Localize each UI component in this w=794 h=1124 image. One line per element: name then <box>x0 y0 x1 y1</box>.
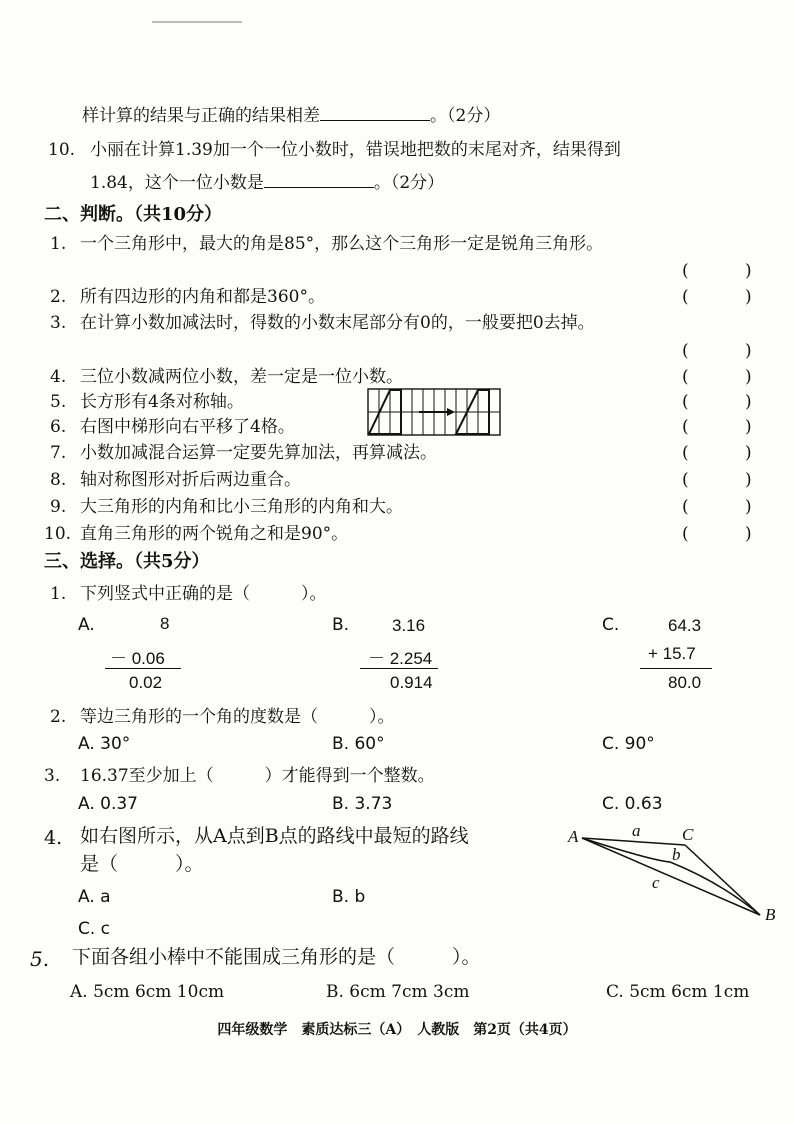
route-b-label: b <box>672 845 681 864</box>
answer-paren-3[interactable]: ( ) <box>682 341 752 361</box>
answer-paren-7[interactable]: ( ) <box>682 443 752 463</box>
choice-q1-stem: 下列竖式中正确的是（ ）。 <box>80 584 327 604</box>
route-figure <box>560 820 790 930</box>
continuation-line: 样计算的结果与正确的结果相差 。（2分） <box>82 106 501 126</box>
point-a-label: A <box>568 827 579 846</box>
point-b-label: B <box>765 905 776 924</box>
q2-option-c[interactable]: C. 90° <box>602 734 655 754</box>
choice-q5-stem: 下面各组小棒中不能围成三角形的是（ ）。 <box>72 946 481 968</box>
trapezoid-grid-figure <box>367 388 501 436</box>
choice-q4-stem-line1: 如右图所示，从A点到B点的路线中最短的路线 <box>80 825 469 847</box>
q10-number: 10. <box>48 140 76 160</box>
answer-paren-8[interactable]: ( ) <box>682 470 752 490</box>
judge-item-8: 轴对称图形对折后两边重合。 <box>80 470 301 490</box>
answer-paren-6[interactable]: ( ) <box>682 417 752 437</box>
page-footer: 四年级数学 素质达标三（A） 人教版 第2页（共4页） <box>217 1022 577 1038</box>
route-c-label: c <box>652 873 660 892</box>
answer-paren-10[interactable]: ( ) <box>682 524 752 544</box>
judge-item-2: 所有四边形的内角和都是360°。 <box>80 287 325 307</box>
answer-paren-5[interactable]: ( ) <box>682 392 752 412</box>
answer-paren-4[interactable]: ( ) <box>682 367 752 387</box>
judge-item-6: 右图中梯形向右平移了4格。 <box>80 417 295 437</box>
choice-q3-stem: 16.37至少加上（ ）才能得到一个整数。 <box>80 766 435 786</box>
q5-option-c[interactable]: C. 5cm 6cm 1cm <box>606 982 750 1002</box>
section3-title: 三、选择。（共5分） <box>44 551 210 572</box>
q5-option-b[interactable]: B. 6cm 7cm 3cm <box>326 982 470 1002</box>
choice-q2-stem: 等边三角形的一个角的度数是（ ）。 <box>80 707 395 727</box>
judge-item-3: 在计算小数加减法时，得数的小数末尾部分有0的，一般要把0去掉。 <box>80 313 595 333</box>
q1-option-b-label[interactable]: B. <box>332 615 350 635</box>
answer-blank[interactable] <box>264 171 374 188</box>
judge-item-10: 直角三角形的两个锐角之和是90°。 <box>80 524 349 544</box>
answer-paren-2[interactable]: ( ) <box>682 287 752 307</box>
q1-option-c-label[interactable]: C. <box>602 615 620 635</box>
judge-item-1: 一个三角形中，最大的角是85°，那么这个三角形一定是锐角三角形。 <box>80 234 604 254</box>
q2-option-a[interactable]: A. 30° <box>78 734 131 754</box>
q10-line1: 小丽在计算1.39加一个一位小数时，错误地把数的末尾对齐，结果得到 <box>90 140 621 160</box>
q2-option-b[interactable]: B. 60° <box>332 734 385 754</box>
answer-paren-9[interactable]: ( ) <box>682 497 752 517</box>
point-c-label: C <box>682 825 694 844</box>
answer-paren-1[interactable]: ( ) <box>682 261 752 281</box>
exam-page: 样计算的结果与正确的结果相差 。（2分） 10. 小丽在计算1.39加一个一位小数时，错误地把数的末尾对齐，结果得到 1.84，这个一位小数是 。（2分） 二、判断。（共10分） 1. 一个三角形中，最大的角是85°，那么这个三角形一定是锐角三角形。 ( ) 2. 所有四边形的内角和都是360°。 ( ) 3. 在计算小数加减法时，得数的小数末尾部分有0的，一般要把0去掉。 ( ) 4. 三位小数减两位小数，差一定是一位小数。 ( ) 5. 长方形有4条对称轴。 ( ) 6. 右图中梯形向右平移了4格。 ( ) 7. 小数加减混合运算一定要先算加法，再算减法。 ( ) 8. 轴对称图形对折后两边重合。 ( ) 9. 大三角形的内角和比小三角形的内角和大。 ( ) 10. 直角三角形的两个锐角之和是90°。 ( ) 三、选择。（共5分） 1. 下列竖式中正确的是（ ）。 A. 8 － 0.06 0.02 B. 3.16 － 2.254 0.914 C. 64.3 + 15.7 80.0 2. 等边三角形的一个角的度数是（ ）。 A. 30° B. 60° C. 90° 3. 16.37至少加上（ ）才能得到一个整数。 A. 0.37 B. 3.73 C. 0.63 4. 如右图所示，从A点到B点的路线中最短的路线 是（ ）。 A. a B. b C. c A C B a b c 5. 下面各组小棒中不能围成三角形的是（ ）。 A. 5cm 6cm 10cm B. 6cm 7cm 3cm C. 5cm 6cm 1cm 四年级数学 素质达标三（A） 人教版 第2页（共4页） <box>0 0 794 1124</box>
q4-option-a[interactable]: A. a <box>78 887 111 907</box>
q1-option-a-label[interactable]: A. <box>78 615 95 635</box>
q3-option-b[interactable]: B. 3.73 <box>332 794 393 814</box>
judge-item-4: 三位小数减两位小数，差一定是一位小数。 <box>80 367 403 387</box>
scan-mark <box>152 21 242 23</box>
judge-item-9: 大三角形的内角和比小三角形的内角和大。 <box>80 497 403 517</box>
q3-option-c[interactable]: C. 0.63 <box>602 794 663 814</box>
q4-option-c[interactable]: C. c <box>78 919 111 939</box>
judge-item-5: 长方形有4条对称轴。 <box>80 392 244 412</box>
route-a-label: a <box>632 821 641 840</box>
q10-line2: 1.84，这个一位小数是 。（2分） <box>90 173 445 193</box>
q4-option-b[interactable]: B. b <box>332 887 366 907</box>
q5-option-a[interactable]: A. 5cm 6cm 10cm <box>70 982 225 1002</box>
section2-title: 二、判断。（共10分） <box>44 204 223 225</box>
judge-item-7: 小数加减混合运算一定要先算加法，再算减法。 <box>80 443 437 463</box>
q3-option-a[interactable]: A. 0.37 <box>78 794 138 814</box>
choice-q4-stem-line2: 是（ ）。 <box>80 853 204 875</box>
